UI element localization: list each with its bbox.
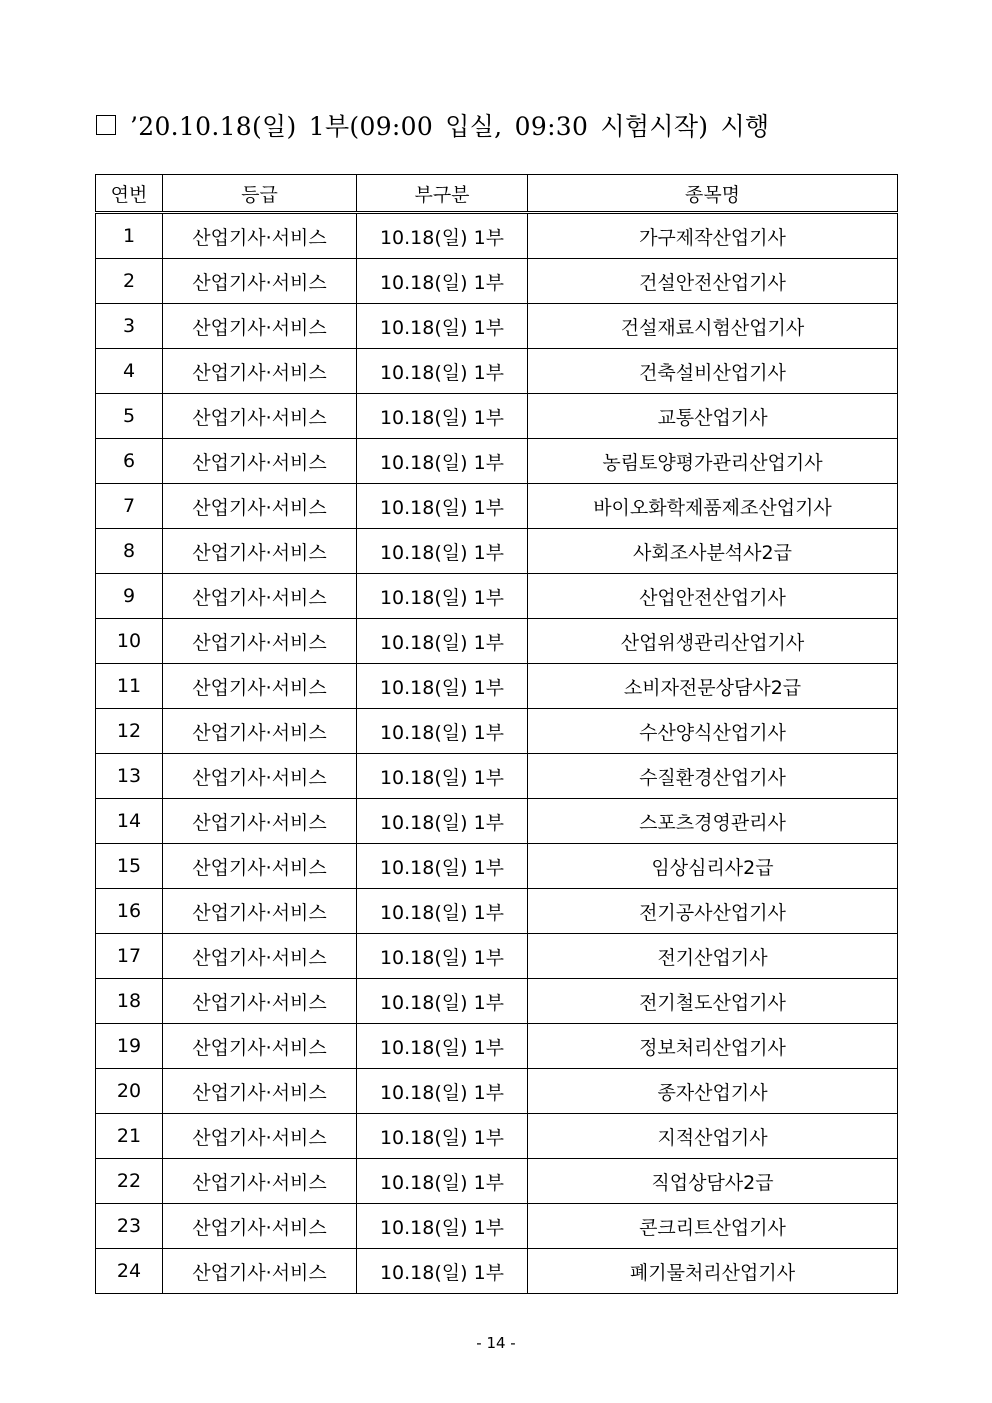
cell-grade: 산업기사·서비스 [163,213,357,259]
cell-no: 16 [96,889,163,934]
cell-subject: 건설재료시험산업기사 [528,304,898,349]
cell-session: 10.18(일) 1부 [357,1249,528,1294]
cell-no: 6 [96,439,163,484]
cell-session: 10.18(일) 1부 [357,1069,528,1114]
cell-subject: 지적산업기사 [528,1114,898,1159]
cell-session: 10.18(일) 1부 [357,259,528,304]
table-row [96,754,898,799]
table-row [96,1024,898,1069]
cell-subject: 바이오화학제품제조산업기사 [528,484,898,529]
cell-no: 15 [96,844,163,889]
cell-session: 10.18(일) 1부 [357,439,528,484]
cell-subject: 산업안전산업기사 [528,574,898,619]
cell-no: 4 [96,349,163,394]
cell-grade: 산업기사·서비스 [163,484,357,529]
cell-no: 10 [96,619,163,664]
table-row [96,1249,898,1294]
page-number: - 14 - [476,1334,516,1352]
cell-no: 13 [96,754,163,799]
cell-grade: 산업기사·서비스 [163,574,357,619]
table-row [96,979,898,1024]
cell-no: 9 [96,574,163,619]
cell-session: 10.18(일) 1부 [357,709,528,754]
cell-subject: 교통산업기사 [528,394,898,439]
cell-session: 10.18(일) 1부 [357,529,528,574]
cell-subject: 건설안전산업기사 [528,259,898,304]
table-row [96,259,898,304]
cell-grade: 산업기사·서비스 [163,349,357,394]
cell-grade: 산업기사·서비스 [163,529,357,574]
cell-subject: 정보처리산업기사 [528,1024,898,1069]
cell-no: 24 [96,1249,163,1294]
cell-subject: 수산양식산업기사 [528,709,898,754]
cell-session: 10.18(일) 1부 [357,889,528,934]
table-row [96,799,898,844]
table-row [96,394,898,439]
cell-grade: 산업기사·서비스 [163,889,357,934]
header-no: 연번 [96,175,163,213]
checkbox-square-icon [96,115,116,135]
cell-session: 10.18(일) 1부 [357,1114,528,1159]
table-row [96,709,898,754]
cell-session: 10.18(일) 1부 [357,979,528,1024]
cell-session: 10.18(일) 1부 [357,213,528,259]
cell-no: 18 [96,979,163,1024]
cell-no: 11 [96,664,163,709]
cell-subject: 건축설비산업기사 [528,349,898,394]
cell-session: 10.18(일) 1부 [357,934,528,979]
table-row [96,619,898,664]
cell-no: 8 [96,529,163,574]
cell-session: 10.18(일) 1부 [357,619,528,664]
cell-no: 23 [96,1204,163,1249]
cell-subject: 종자산업기사 [528,1069,898,1114]
cell-no: 7 [96,484,163,529]
cell-session: 10.18(일) 1부 [357,754,528,799]
cell-no: 22 [96,1159,163,1204]
cell-grade: 산업기사·서비스 [163,979,357,1024]
table-row [96,529,898,574]
cell-session: 10.18(일) 1부 [357,574,528,619]
cell-subject: 수질환경산업기사 [528,754,898,799]
cell-subject: 농림토양평가관리산업기사 [528,439,898,484]
table-row [96,1069,898,1114]
cell-subject: 사회조사분석사2급 [528,529,898,574]
cell-grade: 산업기사·서비스 [163,619,357,664]
cell-subject: 전기공사산업기사 [528,889,898,934]
cell-grade: 산업기사·서비스 [163,304,357,349]
cell-grade: 산업기사·서비스 [163,709,357,754]
cell-session: 10.18(일) 1부 [357,349,528,394]
table-body [96,213,898,1294]
cell-no: 1 [96,213,163,259]
cell-grade: 산업기사·서비스 [163,1024,357,1069]
cell-subject: 소비자전문상담사2급 [528,664,898,709]
cell-session: 10.18(일) 1부 [357,484,528,529]
cell-grade: 산업기사·서비스 [163,1204,357,1249]
table-row [96,213,898,259]
cell-grade: 산업기사·서비스 [163,394,357,439]
header-grade: 등급 [163,175,357,213]
cell-no: 17 [96,934,163,979]
table-row [96,349,898,394]
cell-session: 10.18(일) 1부 [357,1024,528,1069]
header-subject: 종목명 [528,175,898,213]
table-row [96,1114,898,1159]
table-row [96,844,898,889]
cell-no: 14 [96,799,163,844]
cell-no: 2 [96,259,163,304]
header-session: 부구분 [357,175,528,213]
table-row [96,484,898,529]
cell-session: 10.18(일) 1부 [357,664,528,709]
cell-no: 3 [96,304,163,349]
table-row [96,304,898,349]
cell-grade: 산업기사·서비스 [163,1069,357,1114]
cell-no: 12 [96,709,163,754]
cell-grade: 산업기사·서비스 [163,439,357,484]
table-row [96,664,898,709]
cell-subject: 가구제작산업기사 [528,213,898,259]
cell-subject: 임상심리사2급 [528,844,898,889]
cell-subject: 산업위생관리산업기사 [528,619,898,664]
cell-grade: 산업기사·서비스 [163,1159,357,1204]
cell-session: 10.18(일) 1부 [357,844,528,889]
cell-subject: 전기철도산업기사 [528,979,898,1024]
table-row [96,934,898,979]
cell-grade: 산업기사·서비스 [163,844,357,889]
cell-subject: 직업상담사2급 [528,1159,898,1204]
cell-session: 10.18(일) 1부 [357,1159,528,1204]
section-heading [96,104,769,146]
cell-grade: 산업기사·서비스 [163,799,357,844]
table-row [96,889,898,934]
cell-grade: 산업기사·서비스 [163,259,357,304]
table-header-row [96,175,898,213]
exam-schedule-table [95,174,898,1294]
cell-subject: 스포츠경영관리사 [528,799,898,844]
cell-subject: 전기산업기사 [528,934,898,979]
cell-no: 20 [96,1069,163,1114]
cell-no: 19 [96,1024,163,1069]
section-heading-text: ’20.10.18(일) 1부(09:00 입실, 09:30 시험시작) 시행 [130,112,770,141]
table-row [96,1204,898,1249]
cell-subject: 콘크리트산업기사 [528,1204,898,1249]
cell-grade: 산업기사·서비스 [163,664,357,709]
cell-session: 10.18(일) 1부 [357,394,528,439]
cell-session: 10.18(일) 1부 [357,1204,528,1249]
table-row [96,574,898,619]
cell-no: 5 [96,394,163,439]
cell-grade: 산업기사·서비스 [163,754,357,799]
cell-session: 10.18(일) 1부 [357,799,528,844]
cell-session: 10.18(일) 1부 [357,304,528,349]
cell-subject: 폐기물처리산업기사 [528,1249,898,1294]
table-row [96,1159,898,1204]
table-header [96,175,898,213]
cell-grade: 산업기사·서비스 [163,934,357,979]
cell-grade: 산업기사·서비스 [163,1114,357,1159]
cell-grade: 산업기사·서비스 [163,1249,357,1294]
cell-no: 21 [96,1114,163,1159]
table-row [96,439,898,484]
